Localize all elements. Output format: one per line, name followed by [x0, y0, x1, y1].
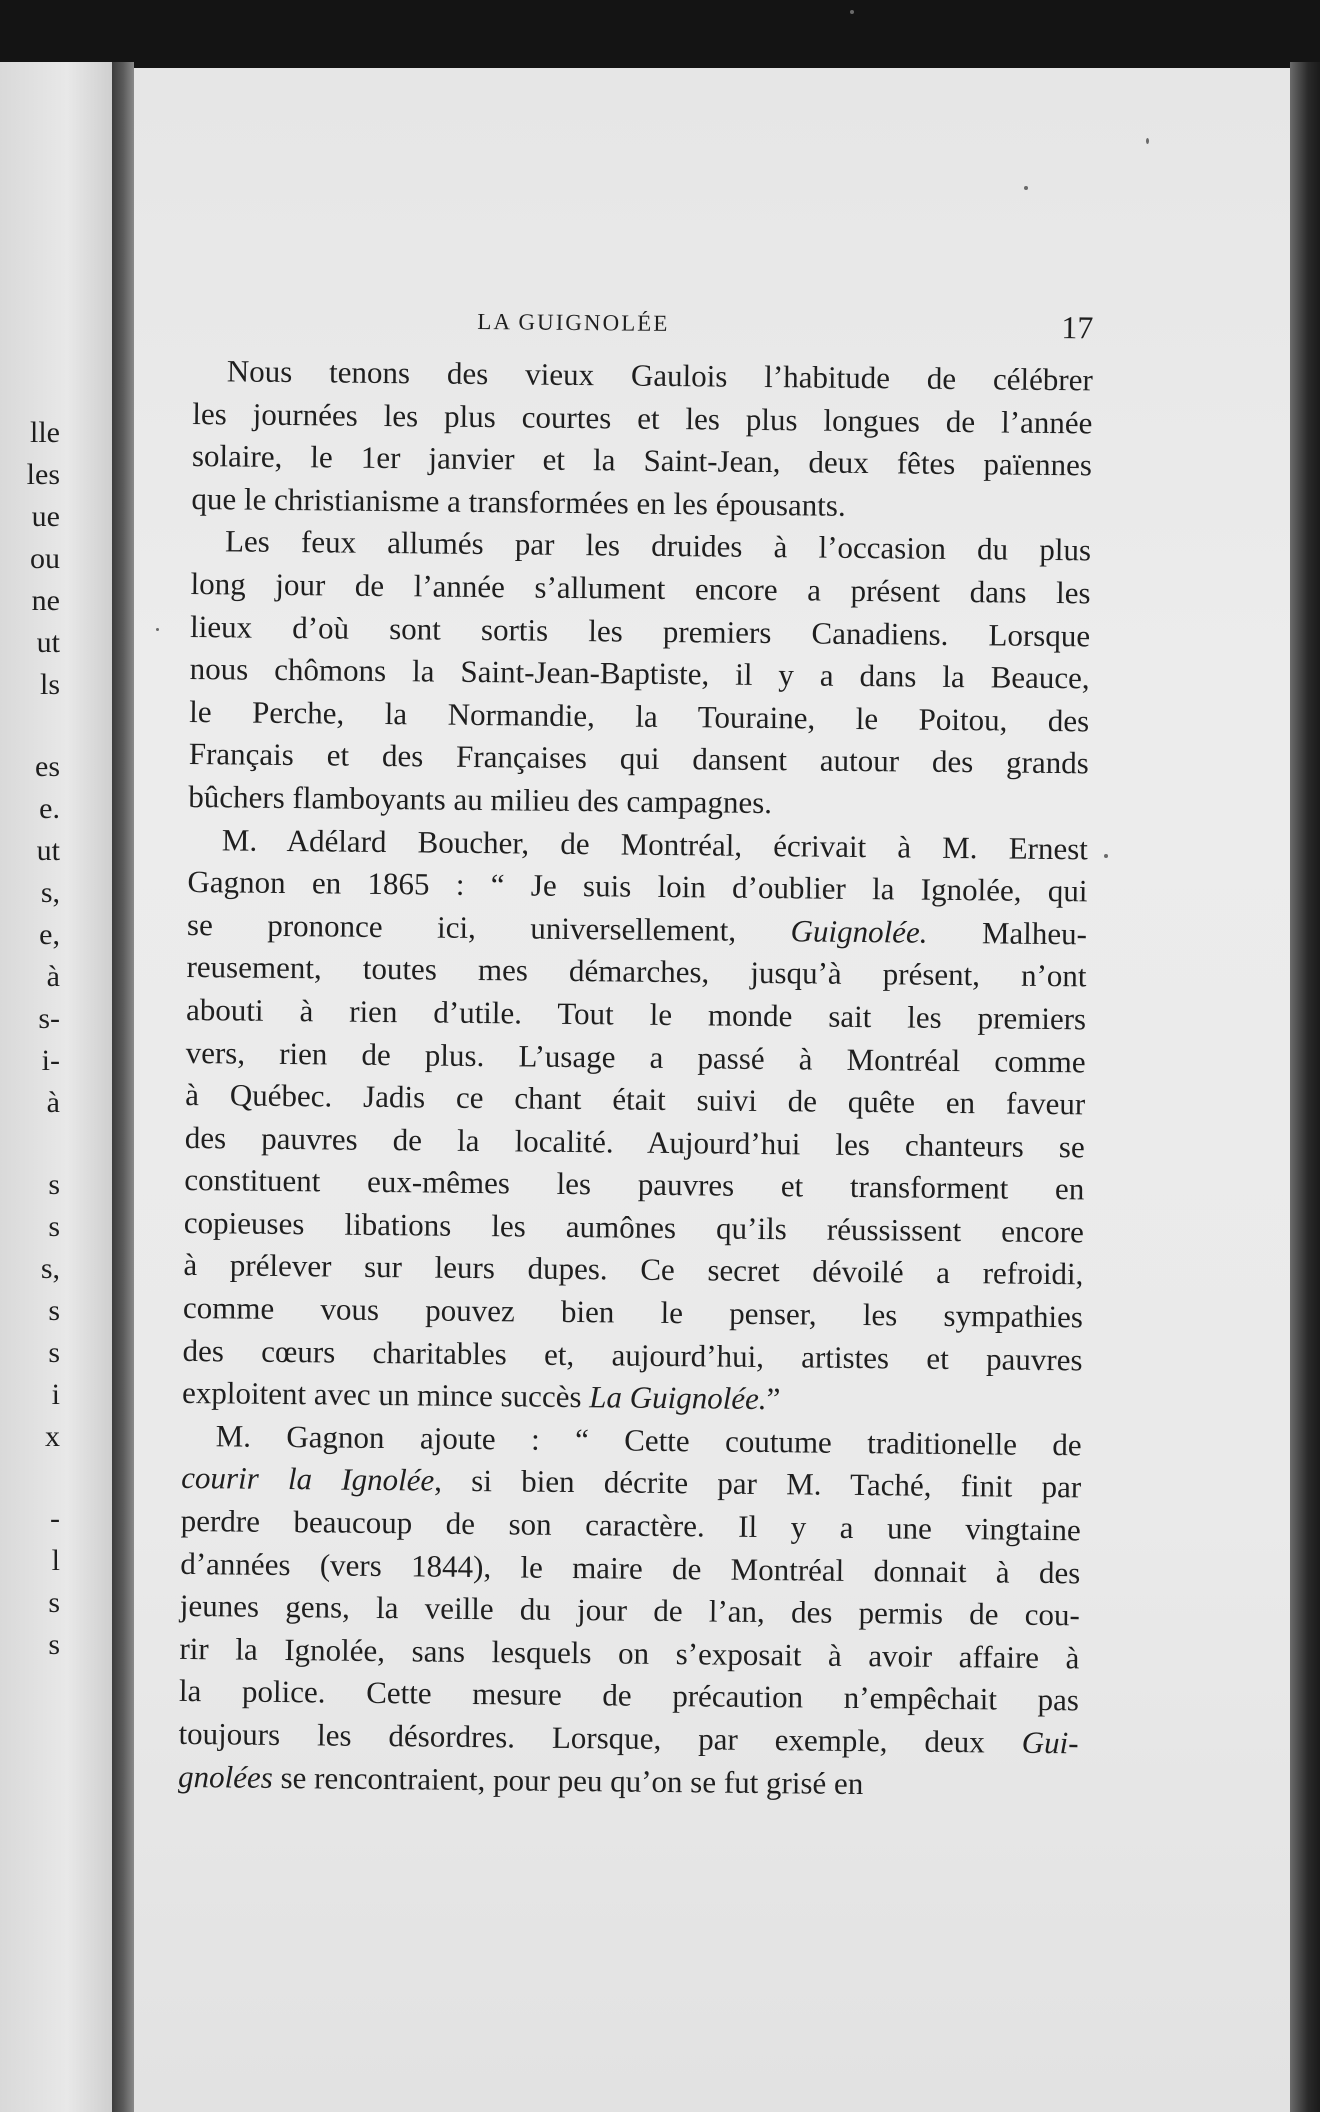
- text-line: Nous tenons des vieux Gaulois l’habitude de célébrer: [226, 353, 1093, 398]
- text-line: toujours les désordres. Lorsque, par exemple, deux Gui-: [178, 1715, 1079, 1761]
- paper-speck: [1146, 138, 1149, 144]
- text-line: comme vous pouvez bien le penser, les sympathies: [182, 1289, 1084, 1335]
- facing-page-fragment: ne: [31, 584, 60, 617]
- facing-page-fragment: e.: [39, 792, 60, 825]
- paper-speck: [1104, 854, 1108, 858]
- facing-page-fragment: s: [48, 1628, 60, 1661]
- facing-page-fragment: s,: [40, 1252, 60, 1285]
- facing-page-text-fragments: [0, 412, 60, 1666]
- text-line: courir la Ignolée, si bien décrite par M. Taché, finit par: [181, 1460, 1082, 1505]
- facing-page-fragment: es: [35, 750, 60, 783]
- text-line: à Québec. Jadis ce chant était suivi de quête en faveur: [185, 1077, 1086, 1122]
- facing-page-fragment: -: [50, 1502, 60, 1535]
- text-line: des cœurs charitables et, aujourd’hui, artistes et pauvres: [182, 1332, 1083, 1378]
- facing-page-fragment: ut: [36, 834, 60, 867]
- text-line: se prononce ici, universellement, Guignolée. Malheu-: [186, 906, 1088, 952]
- running-head: [193, 300, 1093, 349]
- text-line: exploitent avec un mince succès La Guignolée.”: [181, 1375, 781, 1417]
- facing-page-fragment: [0, 706, 60, 746]
- facing-page-fragment: s: [48, 1294, 60, 1327]
- facing-page-fragment: les: [26, 458, 60, 491]
- facing-page-fragment: s: [48, 1336, 60, 1369]
- facing-page-fragment: [0, 1458, 60, 1498]
- text-line: copieuses libations les aumônes qu’ils réussissent encore: [183, 1204, 1085, 1250]
- text-line: Gagnon en 1865 : “ Je suis loin d’oublier la Ignolée, qui: [187, 864, 1088, 909]
- facing-page-fragment: [0, 1124, 60, 1164]
- text-line: rir la Ignolée, sans lesquels on s’exposait à avoir affaire à: [179, 1630, 1080, 1676]
- paper-speck: [1024, 186, 1028, 190]
- text-line: long jour de l’année s’allument encore a présent dans les: [190, 565, 1091, 611]
- text-line: des pauvres de la localité. Aujourd’hui les chanteurs se: [184, 1119, 1085, 1165]
- book-gutter: [112, 62, 134, 2112]
- facing-page-fragment: s-: [38, 1002, 60, 1035]
- facing-page-fragment: ue: [31, 500, 60, 533]
- text-line: que le christianisme a transformées en les épousants.: [191, 480, 846, 523]
- facing-page-fragment: s: [48, 1210, 60, 1243]
- text-line: constituent eux-mêmes les pauvres et transforment en: [184, 1162, 1085, 1207]
- facing-page-fragment: ls: [39, 668, 60, 701]
- text-line: gnolées se rencontraient, pour peu qu’on se fut grisé en: [177, 1758, 864, 1801]
- facing-page-edge: [0, 62, 112, 2112]
- facing-page-fragment: s: [48, 1168, 60, 1201]
- paragraph: [188, 520, 1091, 828]
- text-line: le Perche, la Normandie, la Touraine, le Poitou, des: [189, 693, 1090, 739]
- paper-speck: [156, 628, 159, 631]
- facing-page-fragment: lle: [30, 416, 60, 449]
- text-line: lieux d’où sont sortis les premiers Canadiens. Lorsque: [189, 608, 1091, 653]
- facing-page-fragment: x: [45, 1420, 60, 1453]
- text-line: M. Gagnon ajoute : “ Cette coutume traditionelle de: [215, 1418, 1082, 1463]
- text-line: bûchers flamboyants au milieu des campagnes.: [188, 778, 773, 821]
- paragraph: [191, 350, 1093, 530]
- facing-page-fragment: l: [51, 1544, 60, 1577]
- text-line: vers, rien de plus. L’usage a passé à Montréal comme: [185, 1034, 1086, 1079]
- text-line: M. Adélard Boucher, de Montréal, écrivait à M. Ernest: [221, 821, 1089, 866]
- text-line: à prélever sur leurs dupes. Ce secret dévoilé a refroidi,: [183, 1247, 1084, 1292]
- text-line: Français et des Françaises qui dansent autour des grands: [188, 736, 1089, 781]
- text-line: nous chômons la Saint-Jean-Baptiste, il y a dans la Beauce,: [189, 651, 1090, 696]
- text-line: la police. Cette mesure de précaution n’empêchait pas: [178, 1673, 1080, 1718]
- facing-page-fragment: ou: [30, 542, 60, 575]
- text-line: solaire, le 1er janvier et la Saint-Jean, deux fêtes païennes: [191, 438, 1093, 483]
- text-line: abouti à rien d’utile. Tout le monde sait les premiers: [185, 991, 1087, 1037]
- facing-page-fragment: s,: [40, 876, 60, 909]
- page-content: [177, 68, 1096, 1801]
- body-text: [178, 350, 1093, 1808]
- text-line: reusement, toutes mes démarches, jusqu’à présent, n’ont: [186, 949, 1087, 994]
- text-line: Les feux allumés par les druides à l’occasion du plus: [224, 523, 1092, 568]
- facing-page-fragment: e,: [39, 918, 60, 951]
- paper-speck: [850, 10, 854, 14]
- page-edge-shadow: [1290, 62, 1320, 2112]
- facing-page-fragment: ut: [36, 626, 60, 659]
- paragraph: [182, 818, 1088, 1424]
- text-line: perdre beaucoup de son caractère. Il y a une vingtaine: [180, 1502, 1081, 1548]
- facing-page-fragment: à: [46, 960, 60, 993]
- text-line: jeunes gens, la veille du jour de l’an, des permis de cou-: [179, 1588, 1081, 1633]
- facing-page-fragment: à: [46, 1086, 60, 1119]
- facing-page-fragment: s: [48, 1586, 60, 1619]
- paragraph: [178, 1415, 1082, 1808]
- page-number: 17: [1061, 309, 1094, 346]
- facing-page-fragment: i: [51, 1378, 60, 1411]
- text-line: les journées les plus courtes et les plus longues de l’année: [192, 395, 1093, 440]
- book-page: [134, 68, 1290, 2112]
- running-title: LA GUIGNOLÉE: [477, 308, 670, 336]
- text-line: d’années (vers 1844), le maire de Montréal donnait à des: [180, 1545, 1081, 1590]
- facing-page-fragment: i-: [41, 1044, 60, 1077]
